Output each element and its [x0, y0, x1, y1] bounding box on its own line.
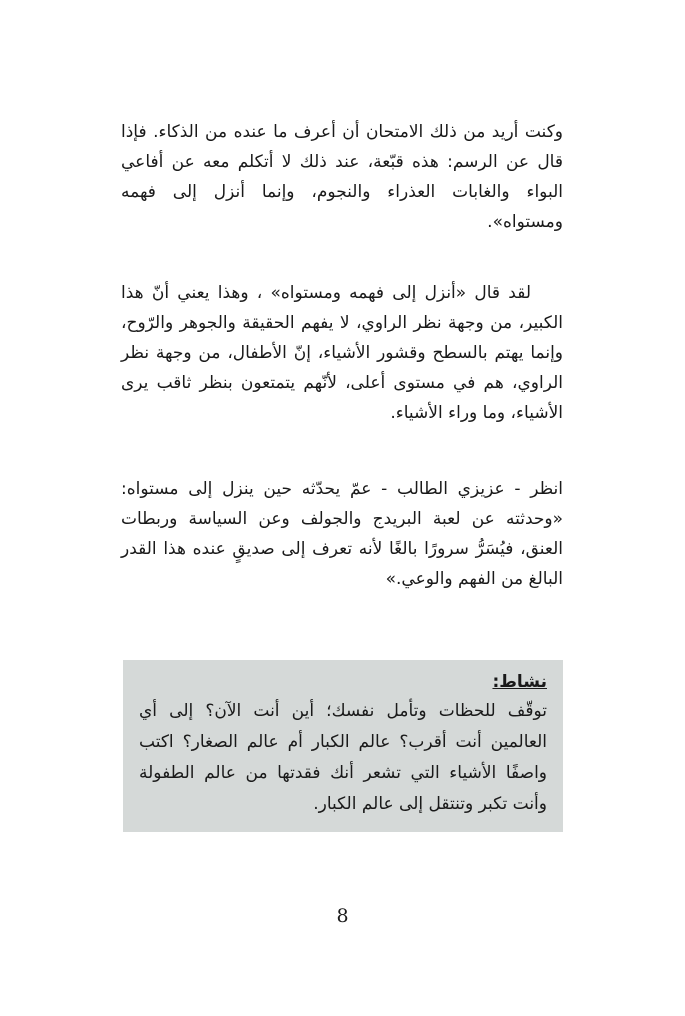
paragraph-1-text: وكنت أريد من ذلك الامتحان أن أعرف ما عنده من الذكاء. فإذا قال عن الرسم: هذه قبّعة، عند ذلك لا أتكلم معه عن أفاعي البواء والغابات العذراء والنجوم، وإنما أنزل إلى فهمه ومستواه».: [121, 122, 563, 232]
paragraph-1: [121, 117, 563, 237]
paragraph-2-text: لقد قال «أنزل إلى فهمه ومستواه» ، وهذا يعني أنّ هذا الكبير، من وجهة نظر الراوي، لا يفهم الحقيقة والجوهر والرّوح، وإنما يهتم بالسطح وقشور الأشياء، إنّ الأطفال، من وجهة نظر الراوي، هم في مستوى أعلى، لأنّهم يتمتعون بنظر ثاقب يرى الأشياء، وما وراء الأشياء.: [121, 283, 563, 423]
activity-box: [123, 660, 563, 832]
paragraph-3: [121, 474, 563, 594]
paragraph-3-text: انظر - عزيزي الطالب - عمّ يحدّثه حين ينزل إلى مستواه: «وحدثته عن لعبة البريدج والجولف وعن السياسة وربطات العنق، فيُسَرُّ سرورًا بالغًا لأنه تعرف إلى صديقٍ عنده هذا القدر البالغ من الفهم والوعي.»: [121, 479, 563, 589]
activity-title: نشاط:: [492, 672, 547, 692]
activity-body: توقّف للحظات وتأمل نفسك؛ أين أنت الآن؟ إلى أي العالمين أنت أقرب؟ عالم الكبار أم عالم الصغار؟ اكتب واصفًا الأشياء التي تشعر أنك فقدتها من عالم الطفولة وأنت تكبر وتنتقل إلى عالم الكبار.: [139, 701, 547, 814]
page-number: 8: [336, 905, 349, 927]
paragraph-2: [121, 278, 563, 428]
